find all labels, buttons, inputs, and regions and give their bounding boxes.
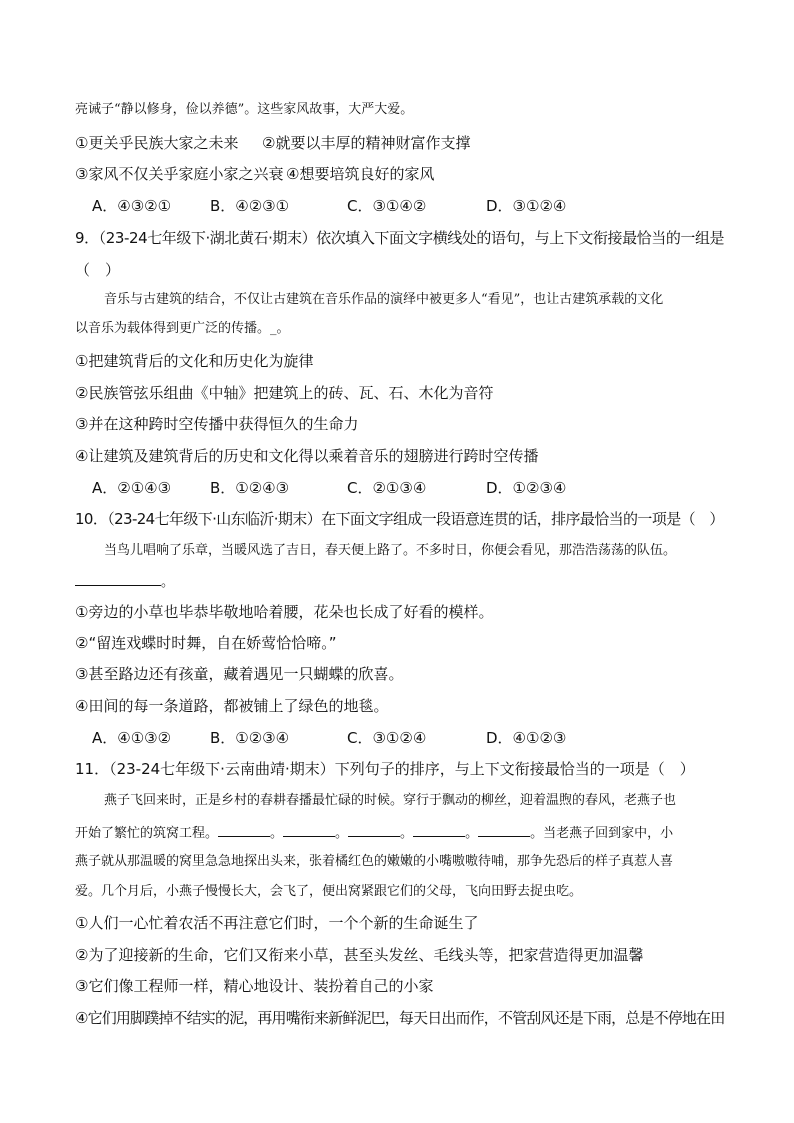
q9-stem: 9．（23-24七年级下·湖北黄石·期末）依次填入下面文字横线处的语句，与上下文衔接最恰当的一组是 xyxy=(75,229,725,247)
q11-item-3: ③它们像工程师一样，精心地设计、装扮着自己的小家 xyxy=(75,977,434,995)
q11-passage-line-1: 燕子飞回来时，正是乡村的春耕春播最忙碌的时候。穿行于飘动的柳丝，迎着温煦的春风，老燕子也 xyxy=(104,793,677,808)
q8-option-a: A．④③②① xyxy=(92,197,172,215)
q9-option-a: A．②①④③ xyxy=(92,479,172,497)
q8-item-3: ③家风不仅关乎家庭小家之兴衰 xyxy=(75,165,284,183)
q8-option-b: B．④②③① xyxy=(210,197,290,215)
q11-passage-line-4: 爱。几个月后，小燕子慢慢长大，会飞了，便出窝紧跟它们的父母，飞向田野去捉虫吃。 xyxy=(75,884,583,899)
q9-passage-line-1: 音乐与古建筑的结合，不仅让古建筑在音乐作品的演绎中被更多人“看见”，也让古建筑承载的文化 xyxy=(104,292,664,307)
q11-item-1: ①人们一心忙着农活不再注意它们时，一个个新的生命诞生了 xyxy=(75,914,479,932)
q10-item-1: ①旁边的小草也毕恭毕敬地哈着腰，花朵也长成了好看的模样。 xyxy=(75,603,494,621)
q8-option-c: C．③①④② xyxy=(347,197,427,215)
q9-item-3: ③并在这种跨时空传播中获得恒久的生命力 xyxy=(75,415,359,433)
q8-option-d: D．③①②④ xyxy=(486,197,567,215)
q9-item-2: ②民族管弦乐组曲《中轴》把建筑上的砖、瓦、石、木化为音符 xyxy=(75,384,494,402)
q10-stem: 10．（23-24七年级下·山东临沂·期末）在下面文字组成一段语意连贯的话，排序最恰当的一项是（ ） xyxy=(75,510,724,528)
q9-item-4: ④让建筑及建筑背后的历史和文化得以乘着音乐的翅膀进行跨时空传播 xyxy=(75,447,539,465)
q8-item-1: ①更关乎民族大家之未来 xyxy=(75,134,239,152)
q11-blank-1[interactable] xyxy=(218,822,270,837)
q9-passage-line-2: 以音乐为载体得到更广泛的传播。_。 xyxy=(75,321,290,336)
q11-blank-3[interactable] xyxy=(348,822,400,837)
q10-passage-line-1: 当鸟儿唱响了乐章，当暖风选了吉日，春天便上路了。不多时日，你便会看见，那浩浩荡荡的队伍。 xyxy=(104,543,677,558)
q9-option-c: C．②①③④ xyxy=(347,479,427,497)
q11-blank-4[interactable] xyxy=(413,822,465,837)
q11-blank-2[interactable] xyxy=(283,822,335,837)
q11-stem: 11．（23-24七年级下·云南曲靖·期末）下列句子的排序，与上下文衔接最恰当的一项是（ ） xyxy=(75,760,695,778)
q8-item-2: ②就要以丰厚的精神财富作支撑 xyxy=(262,134,471,152)
q9-item-1: ①把建筑背后的文化和历史化为旋律 xyxy=(75,352,314,370)
q10-item-2: ②“留连戏蝶时时舞，自在娇莺恰恰啼。” xyxy=(75,634,337,652)
q11-item-4: ④它们用脚蹼掉不结实的泥，再用嘴衔来新鲜泥巴，每天日出而作，不管刮风还是下雨，总是不停地在田 xyxy=(75,1009,725,1027)
q10-item-4: ④田间的每一条道路，都被铺上了绿色的地毯。 xyxy=(75,697,389,715)
q10-item-3: ③甚至路边还有孩童，藏着遇见一只蝴蝶的欣喜。 xyxy=(75,665,404,683)
q10-option-a: A．④①③② xyxy=(92,729,172,747)
q10-option-b: B．①②③④ xyxy=(210,729,290,747)
q8-passage-tail: 亮诫子“静以修身，俭以养德”。这些家风故事，大严大爱。 xyxy=(75,102,414,117)
q11-passage-line-3: 燕子就从那温暖的窝里急急地探出头来，张着橘红色的嫩嫩的小嘴嗷嗷待哺，那争先恐后的样子真惹人喜 xyxy=(75,854,674,869)
q11-item-2: ②为了迎接新的生命，它们又衔来小草，甚至头发丝、毛线头等，把家营造得更加温馨 xyxy=(75,946,644,964)
q10-fill-blank[interactable] xyxy=(75,571,161,586)
q9-option-d: D．①②③④ xyxy=(486,479,567,497)
q11-blank-5[interactable] xyxy=(478,822,530,837)
q10-passage-line-2: 。 xyxy=(75,571,174,593)
q10-option-d: D．④①②③ xyxy=(486,729,567,747)
q8-item-4: ④想要培筑良好的家风 xyxy=(286,165,435,183)
q11-passage-line-2: 开始了繁忙的筑窝工程。 。 。 。 。 。当老燕子回到家中，小 xyxy=(75,822,673,844)
q9-answer-paren: （ ） xyxy=(75,261,121,279)
q10-option-c: C．③①②④ xyxy=(347,729,427,747)
q9-option-b: B．①②④③ xyxy=(210,479,290,497)
